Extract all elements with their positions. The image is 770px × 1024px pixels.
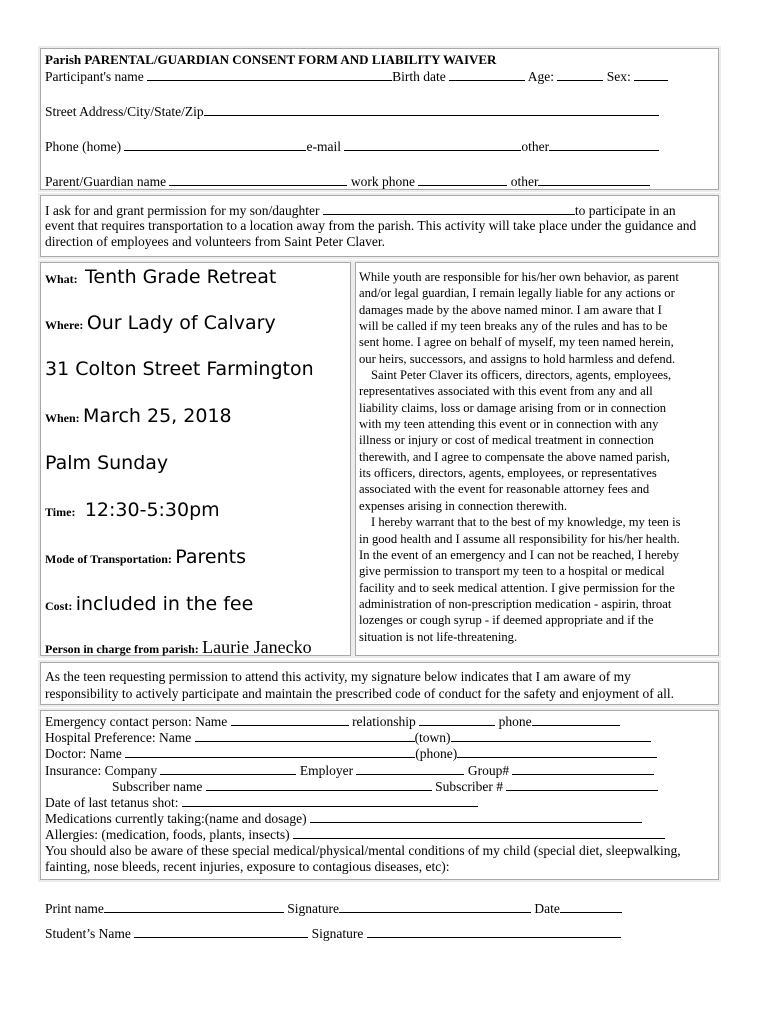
print-name-field[interactable] [104, 900, 284, 913]
parent-row [45, 173, 650, 190]
group-label: Group# [467, 763, 510, 778]
medications-row [45, 810, 642, 827]
waiver-line: give permission to transport my teen to a hospital or medical [359, 564, 665, 579]
tetanus-label: Date of last tetanus shot: [45, 795, 179, 810]
date-field[interactable] [560, 900, 622, 913]
street-address-field[interactable] [204, 103, 659, 116]
subscriber-name-field[interactable] [206, 778, 432, 791]
medications-label: Medications currently taking:(name and dosage) [45, 811, 307, 826]
age-field[interactable] [557, 68, 603, 81]
sex-label: Sex: [606, 69, 631, 84]
phone-home-field[interactable] [124, 138, 306, 151]
other-field-2[interactable] [538, 173, 650, 186]
form-title: Parish PARENTAL/GUARDIAN CONSENT FORM AND LIABILITY WAIVER [45, 52, 497, 67]
emergency-label: Emergency contact person: Name [45, 714, 228, 729]
insurance-row [45, 762, 654, 779]
tetanus-field[interactable] [182, 794, 478, 807]
waiver-line: facility and to seek medical attention. I give permission for the [359, 580, 675, 595]
waiver-line: damages made by the above named minor. I am aware that I [359, 302, 662, 317]
doctor-label: Doctor: Name [45, 746, 122, 761]
transport-value: Parents [175, 546, 246, 568]
participant-name-field[interactable] [147, 68, 392, 81]
permission-line-1 [45, 202, 676, 219]
waiver-line: associated with the event for reasonable attorney fees and [359, 482, 650, 497]
allergies-field[interactable] [293, 826, 665, 839]
subscriber-row [112, 778, 658, 795]
where-label: Where: [45, 318, 84, 332]
permission-text-b: to participate in an [574, 203, 676, 218]
doctor-row [45, 745, 657, 762]
time-value: 12:30-5:30pm [84, 499, 220, 521]
sex-field[interactable] [634, 68, 668, 81]
allergies-row [45, 826, 665, 843]
what-value: Tenth Grade Retreat [85, 266, 277, 288]
doctor-name-field[interactable] [125, 745, 415, 758]
address-value: 31 Colton Street Farmington [45, 358, 314, 380]
waiver-line: our heirs, successors, and assigns to hold harmless and defend. [359, 351, 676, 366]
emergency-phone-field[interactable] [532, 713, 620, 726]
permission-text-a: I ask for and grant permission for my son/daughter [45, 203, 320, 218]
waiver-line: Saint Peter Claver its officers, directors, agents, employees, [371, 368, 672, 383]
time-row [45, 499, 220, 523]
permission-line-3: direction of employees and volunteers from Saint Peter Claver. [45, 234, 386, 249]
what-label: What: [45, 272, 78, 286]
waiver-line: liability claims, loss or damage arising from or in connection [359, 400, 667, 415]
transport-row [45, 546, 246, 570]
person-row [45, 636, 312, 660]
signature-label: Signature [287, 901, 339, 916]
employer-field[interactable] [356, 762, 464, 775]
son-daughter-field[interactable] [323, 202, 575, 215]
town-label: (town) [414, 730, 451, 745]
what-row [45, 266, 276, 290]
doctor-phone-label: (phone) [415, 746, 458, 761]
when-label: When: [45, 411, 80, 425]
phone-home-label: Phone (home) [45, 139, 122, 154]
student-signature-field[interactable] [367, 925, 621, 938]
student-signature-label: Signature [311, 926, 364, 941]
hospital-name-field[interactable] [195, 729, 415, 742]
other-label-2: other [510, 174, 539, 189]
waiver-line: in good health and I assume all responsibility for his/her health. [359, 531, 680, 546]
waiver-line: expenses arising in connection therewith. [359, 498, 568, 513]
tetanus-row [45, 794, 478, 811]
student-row [45, 925, 621, 942]
other-label: other [521, 139, 550, 154]
email-field[interactable] [344, 138, 521, 151]
conditions-line-1: You should also be aware of these special medical/physical/mental conditions of my child (special diet, sleepwalking, [45, 843, 681, 858]
insurance-label: Insurance: Company [45, 763, 158, 778]
waiver-line: While youth are responsible for his/her own behavior, as parent [359, 270, 679, 284]
parent-name-label: Parent/Guardian name [45, 174, 167, 189]
waiver-line: situation is not life-threatening. [359, 629, 518, 644]
teen-line-1: As the teen requesting permission to attend this activity, my signature below indicates that I am aware of my [45, 669, 631, 684]
subscriber-num-field[interactable] [506, 778, 658, 791]
waiver-line: I hereby warrant that to the best of my knowledge, my teen is [371, 515, 681, 530]
emergency-phone-label: phone [498, 714, 532, 729]
waiver-line: therewith, and I agree to compensate the above named parish, [359, 449, 670, 464]
waiver-line: representatives associated with this event from any and all [359, 384, 653, 399]
person-value: Laurie Janecko [202, 637, 312, 657]
where-row [45, 312, 276, 336]
parent-name-field[interactable] [169, 173, 347, 186]
birth-date-label: Birth date [392, 69, 446, 84]
waiver-line: illness or injury or cost of medical treatment in connection [359, 433, 654, 448]
birth-date-field[interactable] [449, 68, 525, 81]
waiver-line: sent home. I agree on behalf of myself, my teen named herein, [359, 335, 674, 350]
person-label: Person in charge from parish: [45, 642, 199, 656]
waiver-line: administration of non-prescription medication - aspirin, throat [359, 596, 672, 611]
work-phone-field[interactable] [418, 173, 507, 186]
participant-name-label: Participant's name [45, 69, 144, 84]
waiver-line: In the event of an emergency and I can not be reached, I hereby [359, 547, 680, 562]
time-label: Time: [45, 505, 76, 519]
permission-line-2: event that requires transportation to a location away from the parish. This activity will take place under the guidance and [45, 218, 697, 233]
subscriber-name-label: Subscriber name [112, 779, 203, 794]
hospital-row [45, 729, 651, 746]
parent-signature-field[interactable] [339, 900, 531, 913]
day-value: Palm Sunday [45, 452, 169, 474]
print-name-row [45, 900, 622, 917]
transport-label: Mode of Transportation: [45, 552, 172, 566]
waiver-line: lozenges or cough syrup - if deemed appropriate and if the [359, 613, 654, 628]
email-label: e-mail [306, 139, 341, 154]
allergies-label: Allergies: (medication, foods, plants, insects) [45, 827, 290, 842]
hospital-label: Hospital Preference: Name [45, 730, 192, 745]
waiver-text [359, 269, 715, 645]
age-label: Age: [527, 69, 555, 84]
medications-field[interactable] [310, 810, 642, 823]
group-field[interactable] [512, 762, 654, 775]
phone-row [45, 138, 659, 155]
conditions-line-2: fainting, nose bleeds, recent injuries, exposure to contagious diseases, etc): [45, 859, 450, 874]
teen-line-2: responsibility to actively participate and maintain the prescribed code of conduct for the safety and enjoyment of all. [45, 686, 675, 701]
waiver-line: will be called if my teen breaks any of the rules and has to be [359, 319, 668, 334]
street-address-label: Street Address/City/State/Zip [45, 104, 204, 119]
waiver-line: with my teen attending this event or in connection with any [359, 417, 659, 432]
town-field[interactable] [451, 729, 651, 742]
emergency-name-field[interactable] [231, 713, 349, 726]
doctor-phone-field[interactable] [457, 745, 657, 758]
insurance-company-field[interactable] [160, 762, 296, 775]
student-name-label: Student’s Name [45, 926, 131, 941]
print-name-label: Print name [45, 901, 104, 916]
student-name-field[interactable] [134, 925, 308, 938]
address-row [45, 103, 659, 120]
date-label: Date [534, 901, 560, 916]
other-phone-field[interactable] [549, 138, 659, 151]
relationship-label: relationship [352, 714, 416, 729]
cost-label: Cost: [45, 599, 73, 613]
work-phone-label: work phone [350, 174, 415, 189]
where-value: Our Lady of Calvary [86, 312, 276, 334]
cost-value: included in the fee [75, 593, 254, 615]
emergency-row [45, 713, 620, 730]
when-row [45, 405, 232, 429]
participant-row [45, 68, 668, 85]
relationship-field[interactable] [419, 713, 495, 726]
cost-row [45, 593, 253, 617]
employer-label: Employer [299, 763, 354, 778]
waiver-line: its officers, directors, agents, employees, or representatives [359, 466, 657, 481]
when-value: March 25, 2018 [83, 405, 232, 427]
waiver-line: and/or legal guardian, I remain legally liable for any actions or [359, 286, 675, 301]
subscriber-num-label: Subscriber # [435, 779, 503, 794]
